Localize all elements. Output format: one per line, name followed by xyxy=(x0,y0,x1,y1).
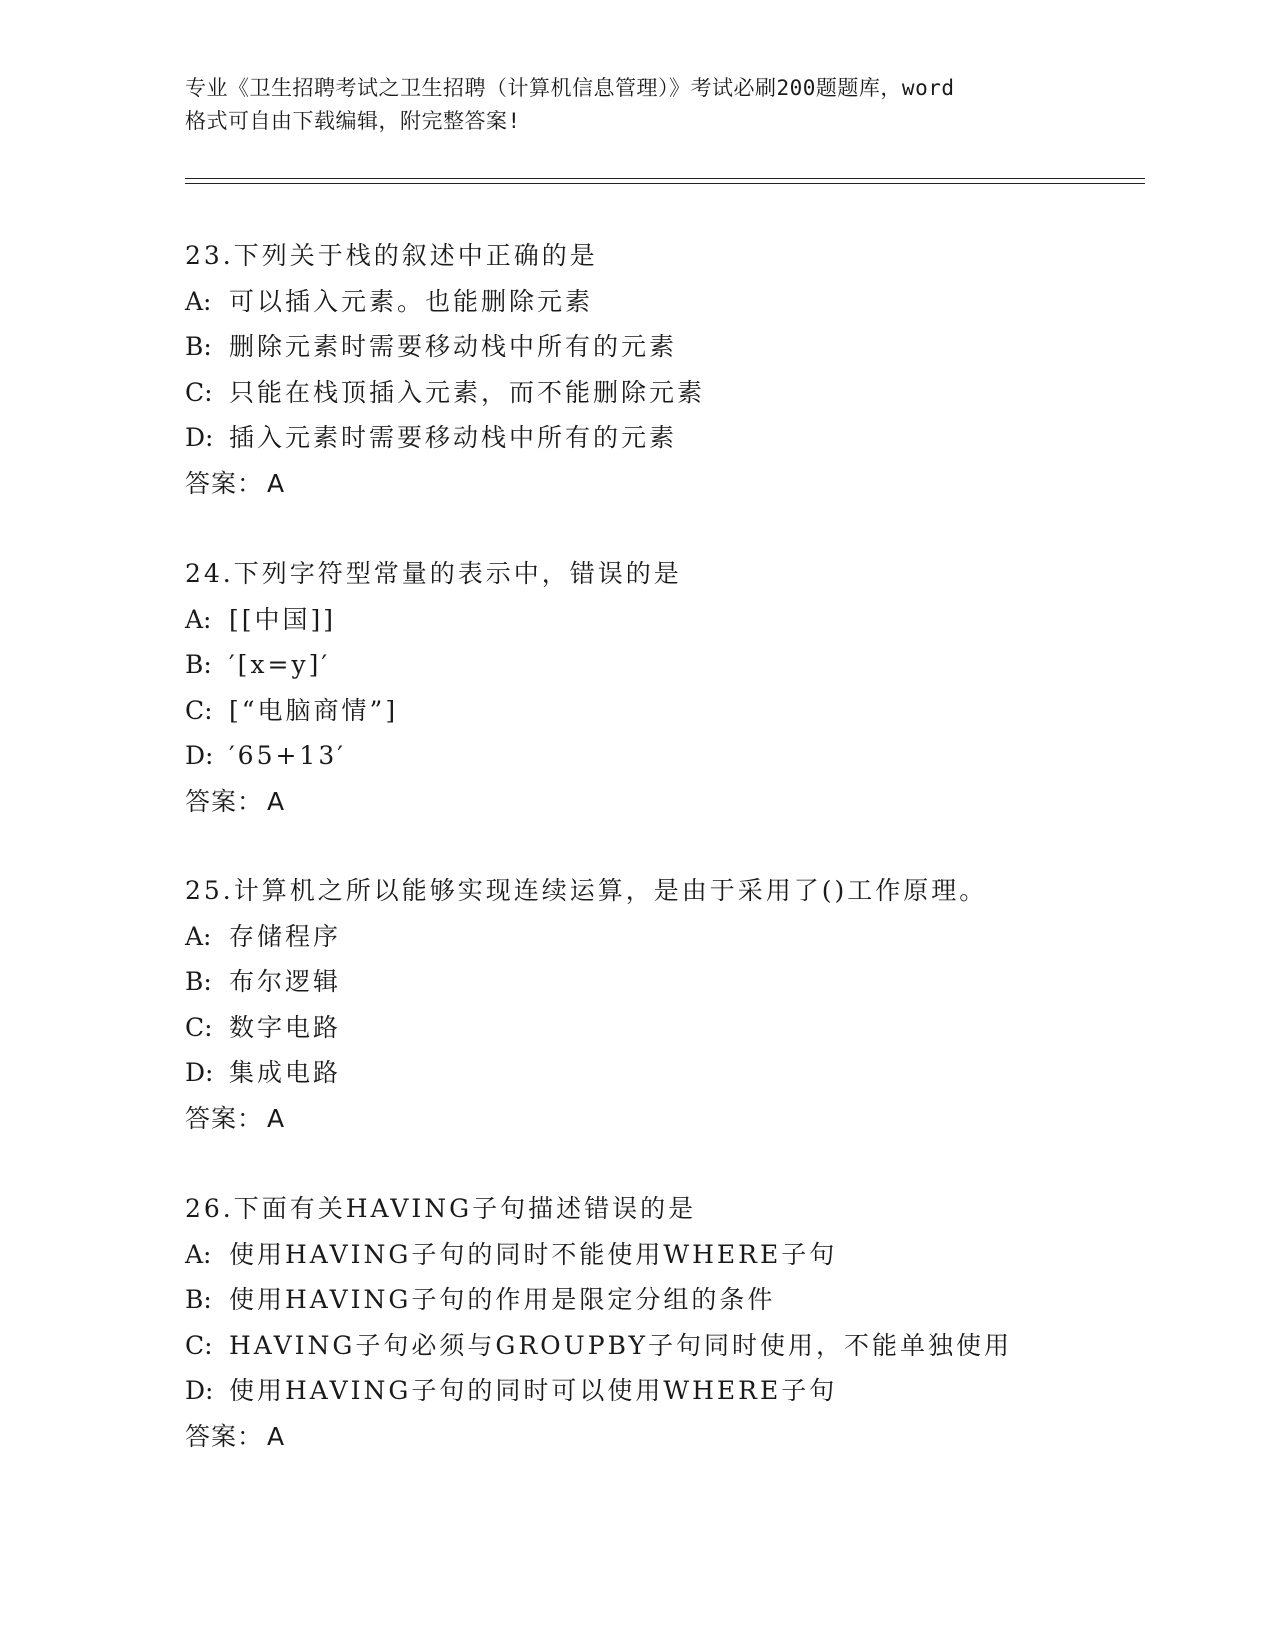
answer-line xyxy=(185,779,1145,825)
option-text: ′65+13′ xyxy=(229,741,346,770)
option-letter: C: xyxy=(185,377,213,407)
header-line-1: 专业《卫生招聘考试之卫生招聘（计算机信息管理）》考试必刷200题题库，word xyxy=(185,76,955,100)
option-b xyxy=(185,959,1145,1005)
answer-label: 答案： xyxy=(185,1103,264,1133)
question-stem: 26.下面有关HAVING子句描述错误的是 xyxy=(185,1194,697,1223)
option-d xyxy=(185,733,1145,779)
option-a xyxy=(185,914,1145,960)
option-b xyxy=(185,642,1145,688)
option-letter: A: xyxy=(185,286,212,316)
option-c xyxy=(185,1323,1145,1369)
option-text: 布尔逻辑 xyxy=(229,967,342,996)
option-a xyxy=(185,279,1145,325)
option-letter: A: xyxy=(185,604,212,634)
option-text: 只能在栈顶插入元素，而不能删除元素 xyxy=(229,377,706,407)
header-divider-bottom xyxy=(185,183,1145,184)
answer-value: A xyxy=(267,786,286,816)
option-letter: D: xyxy=(185,423,214,452)
answer-line xyxy=(185,461,1145,507)
question-stem: 23.下列关于栈的叙述中正确的是 xyxy=(185,241,598,270)
option-a xyxy=(185,1232,1145,1278)
option-text: [[中国]] xyxy=(229,604,337,634)
question-stem: 24.下列字符型常量的表示中，错误的是 xyxy=(185,559,682,588)
option-a xyxy=(185,597,1145,643)
question-block xyxy=(185,233,1145,506)
answer-label: 答案： xyxy=(185,1421,264,1451)
option-text: 可以插入元素。也能删除元素 xyxy=(229,286,594,316)
option-text: 插入元素时需要移动栈中所有的元素 xyxy=(229,423,678,452)
question-block xyxy=(185,1186,1145,1459)
option-letter: B: xyxy=(185,332,212,361)
question-block xyxy=(185,551,1145,824)
option-b xyxy=(185,324,1145,370)
answer-line xyxy=(185,1414,1145,1460)
option-letter: A: xyxy=(185,921,212,951)
option-text: 使用HAVING子句的作用是限定分组的条件 xyxy=(229,1285,776,1314)
option-text: 删除元素时需要移动栈中所有的元素 xyxy=(229,332,678,361)
answer-label: 答案： xyxy=(185,786,264,816)
option-letter: B: xyxy=(185,967,212,996)
option-c xyxy=(185,688,1145,734)
option-letter: B: xyxy=(185,1285,212,1314)
answer-value: A xyxy=(267,468,286,498)
option-text: 数字电路 xyxy=(229,1012,342,1042)
question-stem: 25.计算机之所以能够实现连续运算，是由于采用了()工作原理。 xyxy=(185,876,988,905)
answer-line xyxy=(185,1096,1145,1142)
option-d xyxy=(185,1368,1145,1414)
option-text: 集成电路 xyxy=(229,1058,342,1087)
question-block xyxy=(185,868,1145,1141)
option-letter: C: xyxy=(185,1012,213,1042)
option-d xyxy=(185,415,1145,461)
answer-value: A xyxy=(267,1421,286,1451)
option-text: 存储程序 xyxy=(229,921,342,951)
option-c xyxy=(185,1005,1145,1051)
option-text: ′[x=y]′ xyxy=(229,650,331,679)
answer-label: 答案： xyxy=(185,468,264,498)
option-c xyxy=(185,370,1145,416)
document-header xyxy=(185,72,1085,138)
option-d xyxy=(185,1050,1145,1096)
option-letter: B: xyxy=(185,650,212,679)
option-text: 使用HAVING子句的同时可以使用WHERE子句 xyxy=(229,1376,838,1405)
option-letter: D: xyxy=(185,1058,214,1087)
answer-value: A xyxy=(267,1103,286,1133)
option-text: HAVING子句必须与GROUPBY子句同时使用，不能单独使用 xyxy=(229,1330,1013,1360)
option-b xyxy=(185,1277,1145,1323)
header-line-2: 格式可自由下载编辑，附完整答案! xyxy=(185,109,521,133)
option-text: [“电脑商情”] xyxy=(229,695,399,725)
option-letter: C: xyxy=(185,695,213,725)
option-letter: A: xyxy=(185,1239,212,1269)
header-divider-top xyxy=(185,178,1145,179)
option-letter: C: xyxy=(185,1330,213,1360)
option-letter: D: xyxy=(185,741,214,770)
option-letter: D: xyxy=(185,1376,214,1405)
option-text: 使用HAVING子句的同时不能使用WHERE子句 xyxy=(229,1239,838,1269)
